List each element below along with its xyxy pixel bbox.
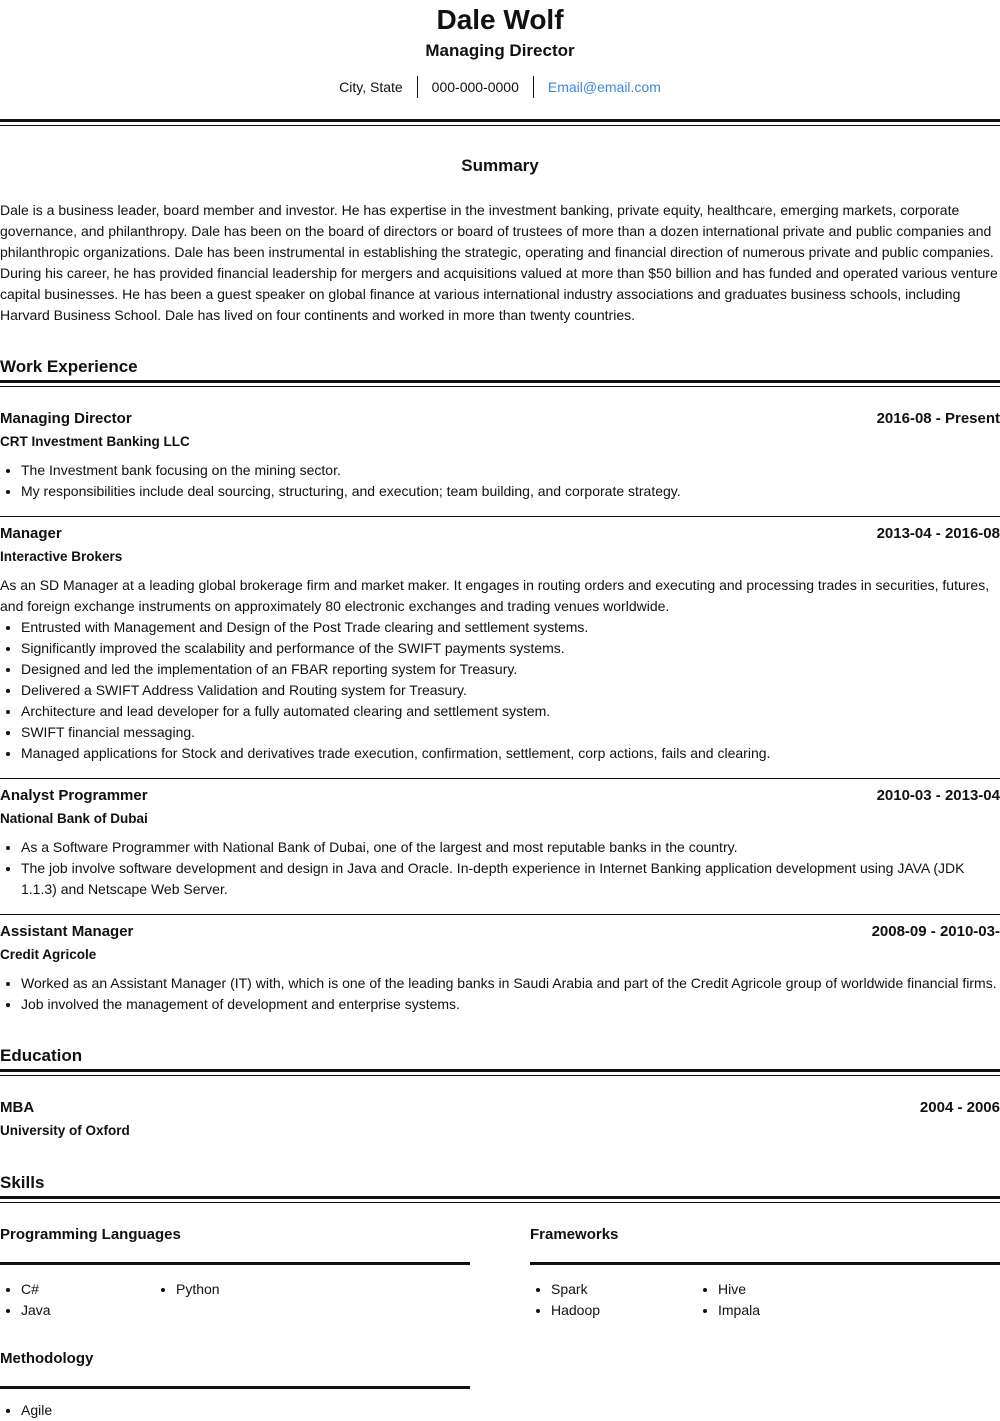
list-item: • My responsibilities include deal sourcing, structuring, and execution; team building, and corporate strategy.	[21, 481, 1000, 502]
job-company: CRT Investment Banking LLC	[0, 434, 190, 449]
skills-heading: Skills	[0, 1173, 45, 1192]
job-dates: 2010-03 - 2013-04	[876, 787, 1000, 804]
skill-list	[155, 1279, 310, 1300]
skill-item: • Impala	[718, 1300, 852, 1321]
list-item: • Managed applications for Stock and derivatives trade execution, confirmation, settlement, corp actions, fails and clearing.	[21, 743, 1000, 764]
education-dates: 2004 - 2006	[919, 1099, 1000, 1116]
work-heading: Work Experience	[0, 357, 138, 376]
summary-text: Dale is a business leader, board member and investor. He has expertise in the investment banking, private equity, healthcare, emerging markets, corporate governance, and philanthropy. Dale has been on the board of directors or board of trustees of more than a dozen international private and public companies and philanthropic organizations. Dale has been instrumental in establishing the strategic, operating and financial direction of numerous private and public companies. During his career, he has provided financial leadership for mergers and acquisitions valued at more than $50 billion and has funded and operated various venture capital businesses. He has been a guest speaker on global finance at various international industry associations and graduates business schools, including Harvard Business School. Dale has lived on four continents and worked in more than twenty countries.	[0, 202, 998, 323]
candidate-name: Dale Wolf	[436, 4, 564, 35]
section-rule	[0, 1069, 1000, 1076]
phone: 000-000-0000	[431, 79, 519, 95]
location: City, State	[339, 79, 403, 95]
skill-group-rule	[530, 1262, 1000, 1265]
list-item: • SWIFT financial messaging.	[21, 722, 1000, 743]
job-company: National Bank of Dubai	[0, 811, 148, 826]
job-title: Analyst Programmer	[0, 787, 148, 804]
list-item: • The job involve software development and design in Java and Oracle. In-depth experience in Internet Banking application development using JAVA (JDK 1.1.3) and Netscape Web Server.	[21, 858, 1000, 900]
job-dates: 2013-04 - 2016-08	[876, 525, 1000, 542]
section-rule	[0, 380, 1000, 387]
list-item: • The Investment bank focusing on the mining sector.	[21, 460, 1000, 481]
job-bullets	[0, 617, 1000, 764]
list-item: • Job involved the management of development and enterprise systems.	[21, 994, 1000, 1015]
skill-group-title: Methodology	[0, 1350, 94, 1367]
list-item: • Significantly improved the scalability and performance of the SWIFT payments systems.	[21, 638, 1000, 659]
skill-item: • Spark	[551, 1279, 685, 1300]
email-link[interactable]: Email@email.com	[547, 79, 661, 95]
skill-item: • Agile	[21, 1400, 155, 1421]
list-item: • Architecture and lead developer for a fully automated clearing and settlement system.	[21, 701, 1000, 722]
job-dates: 2016-08 - Present	[876, 410, 1000, 427]
skill-group-title: Programming Languages	[0, 1226, 181, 1243]
job-bullets	[0, 460, 1000, 502]
job-divider	[0, 516, 1000, 517]
skill-group-rule	[0, 1262, 470, 1265]
skill-item: • Hive	[718, 1279, 852, 1300]
skill-list	[0, 1400, 155, 1421]
skill-group-title: Frameworks	[530, 1226, 619, 1243]
skill-item: • Java	[21, 1300, 155, 1321]
job-bullets	[0, 837, 1000, 900]
education-heading: Education	[0, 1046, 83, 1065]
job-title: Assistant Manager	[0, 923, 134, 940]
job-divider	[0, 914, 1000, 915]
list-item: • Delivered a SWIFT Address Validation and Routing system for Treasury.	[21, 680, 1000, 701]
job-dates: 2008-09 - 2010-03-	[871, 923, 1000, 940]
header-rule	[0, 119, 1000, 126]
job-company: Interactive Brokers	[0, 549, 123, 564]
skill-item: • Hadoop	[551, 1300, 685, 1321]
section-rule	[0, 1196, 1000, 1203]
list-item: • Worked as an Assistant Manager (IT) with, which is one of the leading banks in Saudi Arabia and part of the Credit Agricole group of worldwide financial firms.	[21, 973, 1000, 994]
list-item: • Entrusted with Management and Design of the Post Trade clearing and settlement systems.	[21, 617, 1000, 638]
skill-list	[697, 1279, 852, 1321]
list-item: • Designed and led the implementation of an FBAR reporting system for Treasury.	[21, 659, 1000, 680]
skill-group-rule	[0, 1386, 470, 1389]
skill-item: • C#	[21, 1279, 155, 1300]
degree: MBA	[0, 1099, 35, 1116]
skill-item: • Python	[176, 1279, 310, 1300]
skill-list	[0, 1279, 155, 1321]
candidate-title: Managing Director	[425, 41, 575, 60]
list-item: • As a Software Programmer with National Bank of Dubai, one of the largest and most reputable banks in the country.	[21, 837, 1000, 858]
job-bullets	[0, 973, 1000, 1015]
contact-bar	[0, 76, 1000, 98]
job-divider	[0, 778, 1000, 779]
summary-heading: Summary	[461, 156, 539, 175]
skill-list	[530, 1279, 685, 1321]
job-title: Manager	[0, 525, 62, 542]
job-description: As an SD Manager at a leading global brokerage firm and market maker. It engages in routing orders and executing and processing trades in securities, futures, and foreign exchange instruments on approximately 80 electronic exchanges and trading venues worldwide.	[0, 577, 990, 614]
job-company: Credit Agricole	[0, 947, 97, 962]
school: University of Oxford	[0, 1123, 130, 1138]
job-title: Managing Director	[0, 410, 132, 427]
